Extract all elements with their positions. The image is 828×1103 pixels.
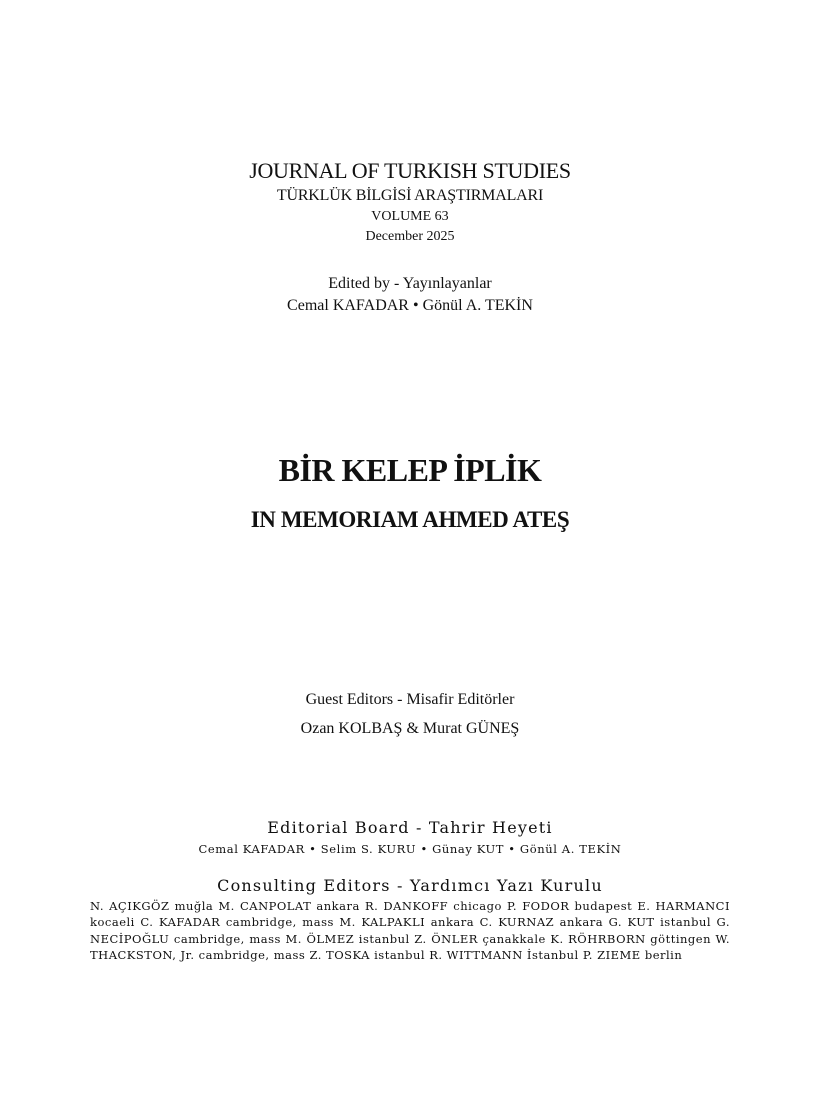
consulting-editors-list: N. AÇIKGÖZ muğla M. CANPOLAT ankara R. DANKOFF chicago P. FODOR budapest E. HARMANCI kocaeli C. KAFADAR cambridge, mass M. KALPAKLI ankara C. KURNAZ ankara G. KUT istanbul G. NECİPOĞLU cambridge, mass M. ÖLMEZ istanbul Z. ÖNLER çanakkale K. RÖHRBORN göttingen W. THACKSTON, Jr. cambridge, mass Z. TOSKA istanbul R. WITTMANN İstanbul P. ZIEME berlin <box>90 899 730 962</box>
book-subtitle: IN MEMORIAM AHMED ATEŞ <box>250 507 570 532</box>
publication-date: December 2025 <box>365 229 455 244</box>
editorial-board-title: Editorial Board - Tahrir Heyeti <box>267 818 553 837</box>
editor-names: Cemal KAFADAR • Gönül A. TEKİN <box>287 297 533 314</box>
volume-number: VOLUME 63 <box>371 209 449 224</box>
journal-title: JOURNAL OF TURKISH STUDIES <box>249 158 571 183</box>
consulting-editors-title: Consulting Editors - Yardımcı Yazı Kurulu <box>217 876 603 895</box>
guest-editor-names: Ozan KOLBAŞ & Murat GÜNEŞ <box>300 720 520 737</box>
journal-subtitle: TÜRKLÜK BİLGİSİ ARAŞTIRMALARI <box>276 187 544 204</box>
guest-editors-label: Guest Editors - Misafir Editörler <box>305 691 515 708</box>
edited-by-label: Edited by - Yayınlayanlar <box>328 275 492 292</box>
editorial-board-names: Cemal KAFADAR • Selim S. KURU • Günay KUT • Gönül A. TEKİN <box>198 842 622 856</box>
book-title: BİR KELEP İPLİK <box>278 452 542 488</box>
